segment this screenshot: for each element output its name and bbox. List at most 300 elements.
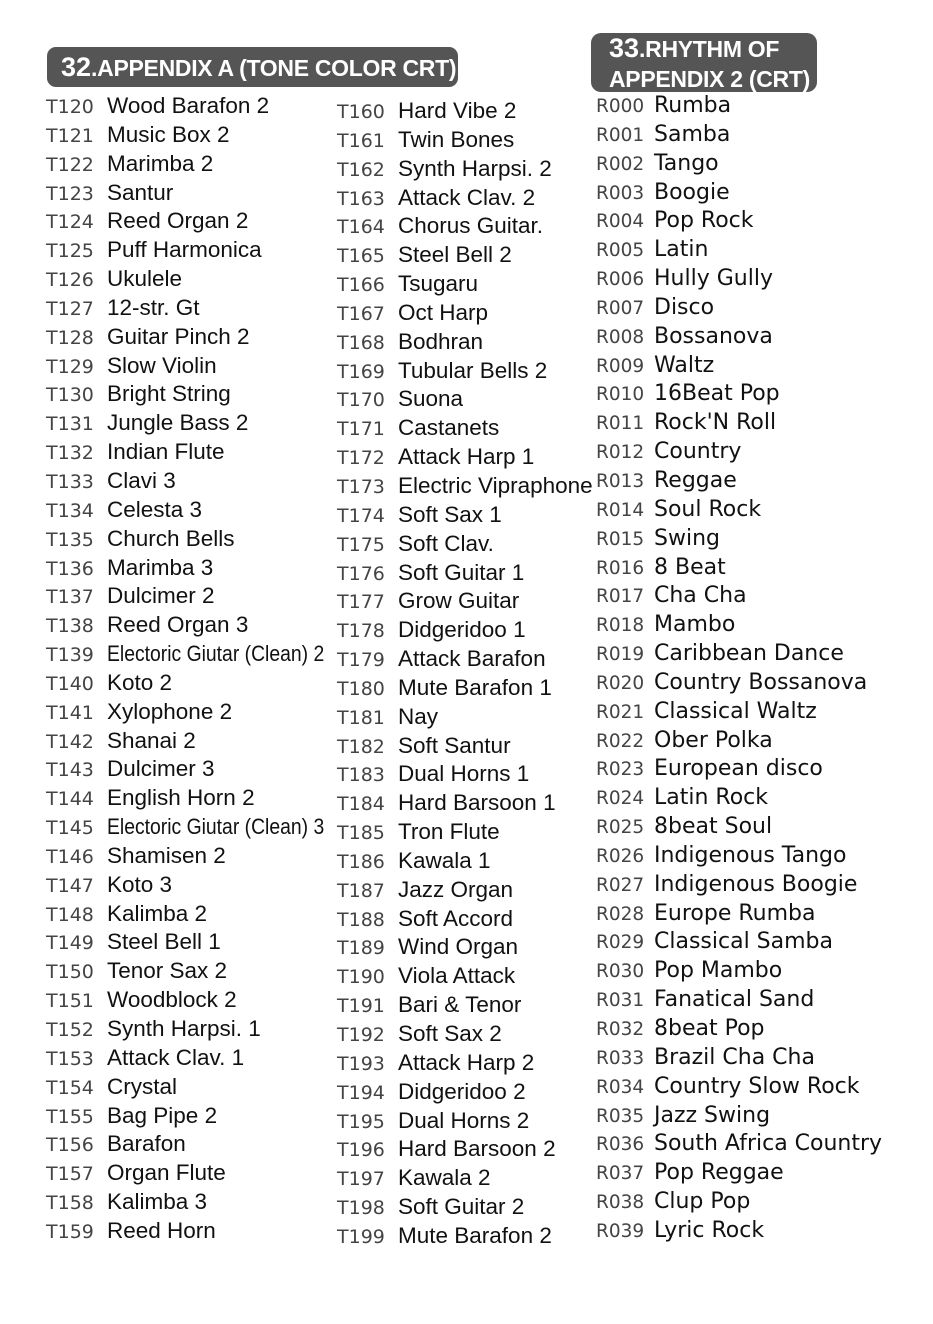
tone-list-item: [337, 155, 593, 184]
rhythm-code: R036: [596, 1134, 645, 1156]
tone-code: T179: [337, 649, 385, 672]
rhythm-code: R017: [596, 586, 645, 608]
tone-list-item: [337, 1164, 593, 1193]
tone-code: T180: [337, 677, 385, 700]
tone-list-t160-t199: [337, 97, 593, 1251]
tone-name: Wind Organ: [398, 934, 519, 960]
tone-name: Tenor Sax 2: [107, 958, 228, 984]
tone-code: T182: [337, 735, 385, 758]
rhythm-name: South Africa Country: [654, 1131, 883, 1157]
tone-name: Reed Horn: [107, 1217, 216, 1243]
tone-name: Viola Attack: [398, 963, 516, 989]
rhythm-list-item: [596, 179, 882, 208]
tone-code: T147: [46, 874, 94, 897]
tone-code: T172: [337, 447, 385, 470]
tone-list-item: [46, 611, 360, 640]
tone-list-item: [337, 241, 593, 270]
tone-list-item: [46, 1159, 360, 1188]
rhythm-code: R034: [596, 1076, 645, 1098]
tone-list-item: [46, 1102, 360, 1131]
tone-code: T171: [337, 418, 385, 441]
tone-list-item: [46, 582, 360, 611]
rhythm-list-item: [596, 957, 882, 986]
rhythm-code: R029: [596, 932, 645, 954]
rhythm-code: R020: [596, 672, 645, 694]
rhythm-code: R033: [596, 1047, 645, 1069]
tone-code: T193: [337, 1052, 385, 1075]
tone-name: Koto 3: [107, 871, 173, 897]
tone-list-item: [46, 294, 360, 323]
tone-name: Steel Bell 1: [107, 929, 221, 955]
tone-code: T167: [337, 302, 385, 325]
rhythm-list-item: [596, 438, 882, 467]
tone-name: Tsugaru: [398, 271, 479, 297]
tone-list-item: [337, 501, 593, 530]
tone-code: T130: [46, 384, 94, 407]
tone-name: Twin Bones: [398, 126, 515, 152]
tone-list-item: [46, 813, 360, 842]
tone-list-item: [337, 212, 593, 241]
rhythm-list-r000-r039: [596, 92, 882, 1246]
tone-list-item: [46, 871, 360, 900]
tone-code: T163: [337, 187, 385, 210]
tone-list-item: [46, 640, 360, 669]
rhythm-name: Waltz: [654, 352, 715, 378]
rhythm-list-item: [596, 380, 882, 409]
tone-list-item: [337, 847, 593, 876]
tone-name: Mute Barafon 1: [398, 674, 552, 700]
tone-code: T192: [337, 1024, 385, 1046]
rhythm-name: Cha Cha: [654, 583, 747, 609]
tone-list-item: [46, 323, 360, 352]
rhythm-name: Bossanova: [654, 323, 773, 349]
tone-name: Wood Barafon 2: [107, 93, 270, 118]
tone-name: Kawala 1: [398, 847, 491, 873]
rhythm-code: R013: [596, 470, 645, 492]
rhythm-name: Caribbean Dance: [654, 641, 844, 667]
tone-name: Electric Vipraphone: [398, 472, 593, 498]
rhythm-list-item: [596, 1015, 882, 1044]
rhythm-name: Soul Rock: [654, 496, 762, 522]
tone-name: 12-str. Gt: [107, 294, 200, 320]
rhythm-name: Classical Waltz: [654, 698, 817, 724]
tone-name: Marimba 2: [107, 150, 214, 176]
tone-list-item: [337, 1078, 593, 1107]
tone-code: T123: [46, 182, 94, 205]
rhythm-list-item: [596, 640, 882, 669]
tone-name: Oct Harp: [398, 299, 489, 325]
tone-name: Attack Barafon: [398, 646, 546, 672]
rhythm-code: R031: [596, 990, 645, 1012]
tone-code: T135: [46, 528, 94, 551]
tone-code: T146: [46, 845, 94, 868]
tone-name: Puff Harmonica: [107, 237, 262, 263]
rhythm-list-item: [596, 582, 882, 611]
tone-list-item: [337, 299, 593, 328]
tone-name: Organ Flute: [107, 1160, 226, 1186]
tone-name: Jungle Bass 2: [107, 410, 249, 436]
section-32-number: 32: [61, 52, 92, 82]
tone-name: Church Bells: [107, 525, 235, 551]
tone-code: T126: [46, 269, 94, 292]
tone-name: Dual Horns 1: [398, 761, 530, 787]
rhythm-name: Country: [654, 439, 742, 465]
rhythm-code: R011: [596, 413, 645, 435]
tone-name: Woodblock 2: [107, 987, 237, 1013]
rhythm-code: R030: [596, 961, 645, 983]
tone-code: T154: [46, 1076, 94, 1099]
tone-list-item: [337, 789, 593, 818]
tone-name: Xylophone 2: [107, 698, 233, 724]
rhythm-list-item: [596, 121, 882, 150]
rhythm-name: 8beat Pop: [654, 1016, 765, 1041]
tone-name: Synth Harpsi. 1: [107, 1016, 261, 1041]
tone-code: T197: [337, 1168, 385, 1191]
tone-list-item: [46, 496, 360, 525]
rhythm-list-item: [596, 698, 882, 727]
tone-name: Tubular Bells 2: [398, 357, 548, 383]
rhythm-code: R018: [596, 615, 645, 637]
tone-list-item: [337, 962, 593, 991]
tone-name: Dual Horns 2: [398, 1107, 530, 1133]
rhythm-list-item: [596, 265, 882, 294]
rhythm-name: Reggae: [654, 467, 737, 493]
tone-list-item: [46, 409, 360, 438]
tone-name: Bari & Tenor: [398, 992, 522, 1018]
rhythm-list-item: [596, 755, 882, 784]
tone-list-item: [337, 559, 593, 588]
tone-list-item: [337, 818, 593, 847]
tone-name: Music Box 2: [107, 121, 230, 147]
tone-code: T132: [46, 442, 94, 465]
tone-list-item: [46, 1015, 360, 1044]
tone-name: Electoric Giutar (Clean) 2: [107, 641, 325, 667]
tone-list-item: [46, 1217, 360, 1246]
tone-name: Kawala 2: [398, 1165, 491, 1191]
rhythm-code: R008: [596, 326, 645, 348]
rhythm-code: R039: [596, 1220, 645, 1242]
tone-code: T177: [337, 591, 385, 614]
tone-name: Reed Organ 2: [107, 208, 249, 234]
rhythm-code: R025: [596, 817, 645, 839]
tone-name: Hard Vibe 2: [398, 98, 517, 123]
tone-code: T152: [46, 1019, 94, 1041]
tone-list-item: [337, 97, 593, 126]
tone-code: T142: [46, 730, 94, 753]
rhythm-list-item: [596, 871, 882, 900]
rhythm-code: R015: [596, 528, 645, 550]
rhythm-name: Samba: [654, 121, 731, 147]
rhythm-name: Indigenous Boogie: [654, 871, 858, 897]
tone-name: Barafon: [107, 1131, 186, 1157]
tone-name: Didgeridoo 2: [398, 1078, 526, 1104]
tone-name: Clavi 3: [107, 467, 176, 493]
tone-code: T169: [337, 360, 385, 383]
tone-list-item: [46, 986, 360, 1015]
tone-name: Kalimba 3: [107, 1189, 208, 1215]
tone-list-item: [46, 1044, 360, 1073]
tone-list-item: [46, 1188, 360, 1217]
tone-code: T161: [337, 129, 385, 152]
rhythm-list-item: [596, 496, 882, 525]
tone-code: T128: [46, 326, 94, 349]
tone-code: T166: [337, 274, 385, 297]
tone-code: T134: [46, 499, 94, 522]
tone-code: T124: [46, 211, 94, 234]
tone-name: Attack Harp 1: [398, 444, 535, 470]
rhythm-list-item: [596, 467, 882, 496]
rhythm-list-item: [596, 323, 882, 352]
rhythm-list-item: [596, 409, 882, 438]
rhythm-code: R035: [596, 1105, 645, 1127]
tone-name: Bright String: [107, 381, 231, 407]
rhythm-code: R001: [596, 124, 645, 146]
tone-list-item: [337, 645, 593, 674]
tone-name: Soft Sax 1: [398, 501, 502, 527]
tone-name: Chorus Guitar.: [398, 213, 544, 239]
rhythm-list-item: [596, 1188, 882, 1217]
tone-code: T149: [46, 932, 94, 955]
rhythm-name: Pop Rock: [654, 208, 754, 234]
tone-name: Bodhran: [398, 328, 484, 354]
rhythm-code: R010: [596, 384, 645, 406]
tone-list-item: [337, 1135, 593, 1164]
rhythm-list-item: [596, 669, 882, 698]
tone-name: Marimba 3: [107, 554, 214, 580]
tone-name: Kalimba 2: [107, 900, 208, 926]
tone-code: T156: [46, 1134, 94, 1157]
tone-list-item: [337, 674, 593, 703]
tone-code: T140: [46, 672, 94, 695]
rhythm-list-item: [596, 294, 882, 323]
rhythm-code: R028: [596, 903, 645, 925]
tone-list-item: [337, 1222, 593, 1251]
rhythm-name: Swing: [654, 525, 720, 551]
tone-list-item: [46, 698, 360, 727]
tone-list-item: [337, 1049, 593, 1078]
rhythm-name: European disco: [654, 756, 823, 782]
tone-code: T185: [337, 822, 385, 845]
tone-code: T139: [46, 644, 94, 667]
section-33-number: 33: [609, 33, 640, 63]
rhythm-list-item: [596, 1102, 882, 1131]
tone-name: Reed Organ 3: [107, 612, 249, 638]
rhythm-code: R014: [596, 499, 645, 521]
tone-list-item: [46, 727, 360, 756]
tone-code: T187: [337, 879, 385, 902]
rhythm-list-item: [596, 207, 882, 236]
tone-list-item: [46, 525, 360, 554]
tone-name: Attack Clav. 2: [398, 184, 536, 210]
tone-code: T160: [337, 101, 385, 123]
tone-code: T150: [46, 961, 94, 984]
tone-code: T173: [337, 475, 385, 498]
tone-name: Shamisen 2: [107, 842, 226, 868]
tone-list-item: [46, 928, 360, 957]
tone-code: T125: [46, 240, 94, 263]
tone-name: Santur: [107, 179, 174, 205]
rhythm-name: Country Bossanova: [654, 669, 868, 695]
tone-list-item: [46, 1130, 360, 1159]
rhythm-code: R006: [596, 269, 645, 291]
tone-code: T175: [337, 533, 385, 556]
rhythm-name: Lyric Rock: [654, 1217, 765, 1243]
rhythm-list-item: [596, 1217, 882, 1246]
tone-code: T174: [337, 504, 385, 527]
tone-list-item: [46, 265, 360, 294]
rhythm-name: 8 Beat: [654, 554, 726, 580]
rhythm-list-item: [596, 611, 882, 640]
rhythm-list-item: [596, 1159, 882, 1188]
tone-list-item: [46, 207, 360, 236]
tone-list-item: [337, 385, 593, 414]
tone-name: Bag Pipe 2: [107, 1102, 218, 1128]
tone-code: T184: [337, 793, 385, 816]
tone-name: Shanai 2: [107, 727, 196, 753]
tone-name: Dulcimer 2: [107, 583, 215, 609]
tone-name: English Horn 2: [107, 785, 255, 811]
tone-list-item: [337, 443, 593, 472]
tone-code: T170: [337, 389, 385, 412]
rhythm-name: 16Beat Pop: [654, 381, 780, 407]
rhythm-code: R024: [596, 788, 645, 810]
tone-list-item: [46, 784, 360, 813]
tone-name: Indian Flute: [107, 439, 225, 465]
tone-name: Ukulele: [107, 266, 183, 292]
tone-name: Attack Harp 2: [398, 1049, 535, 1075]
rhythm-code: R016: [596, 557, 645, 579]
tone-code: T183: [337, 764, 385, 787]
tone-list-item: [337, 270, 593, 299]
rhythm-name: Clup Pop: [654, 1189, 751, 1215]
tone-code: T145: [46, 817, 94, 840]
tone-code: T164: [337, 216, 385, 239]
rhythm-list-item: [596, 1073, 882, 1102]
tone-code: T131: [46, 413, 94, 436]
tone-code: T178: [337, 620, 385, 643]
tone-code: T141: [46, 701, 94, 724]
tone-code: T162: [337, 158, 385, 181]
tone-code: T199: [337, 1225, 385, 1248]
tone-code: T144: [46, 788, 94, 811]
rhythm-code: R021: [596, 701, 645, 723]
tone-code: T190: [337, 966, 385, 989]
tone-code: T176: [337, 562, 385, 585]
tone-code: T148: [46, 903, 94, 926]
rhythm-code: R000: [596, 96, 645, 117]
tone-name: Grow Guitar: [398, 588, 520, 614]
tone-list-item: [46, 438, 360, 467]
tone-code: T138: [46, 615, 94, 638]
tone-code: T143: [46, 759, 94, 782]
tone-list-item: [46, 352, 360, 381]
tone-name: Soft Guitar 2: [398, 1194, 525, 1220]
tone-code: T194: [337, 1081, 385, 1104]
rhythm-name: Country Slow Rock: [654, 1073, 860, 1099]
rhythm-name: Rumba: [654, 93, 732, 118]
rhythm-list-item: [596, 150, 882, 179]
rhythm-name: 8beat Soul: [654, 814, 773, 840]
rhythm-name: Ober Polka: [654, 727, 773, 753]
tone-list-item: [46, 554, 360, 583]
rhythm-name: Mambo: [654, 612, 736, 638]
rhythm-list-item: [596, 554, 882, 583]
tone-list-item: [337, 587, 593, 616]
rhythm-list-item: [596, 900, 882, 929]
tone-code: T157: [46, 1163, 94, 1186]
tone-code: T168: [337, 331, 385, 354]
tone-name: Koto 2: [107, 669, 173, 695]
tone-name: Attack Clav. 1: [107, 1044, 245, 1070]
tone-list-item: [337, 1193, 593, 1222]
section-33-title-line1: .RHYTHM OF: [639, 36, 780, 62]
rhythm-name: Boogie: [654, 179, 730, 205]
tone-list-item: [337, 530, 593, 559]
tone-name: Dulcimer 3: [107, 756, 215, 782]
tone-code: T189: [337, 937, 385, 960]
tone-code: T120: [46, 96, 94, 118]
rhythm-list-item: [596, 1044, 882, 1073]
rhythm-list-item: [596, 236, 882, 265]
tone-list-item: [46, 467, 360, 496]
rhythm-name: Jazz Swing: [654, 1102, 771, 1128]
tone-list-item: [46, 842, 360, 871]
rhythm-name: Hully Gully: [654, 266, 773, 292]
rhythm-list-item: [596, 986, 882, 1015]
tone-code: T133: [46, 470, 94, 493]
tone-code: T151: [46, 990, 94, 1013]
section-33-header: [591, 33, 817, 92]
tone-code: T136: [46, 557, 94, 580]
tone-name: Soft Santur: [398, 732, 511, 758]
tone-list-item: [337, 933, 593, 962]
section-33-title-line2: APPENDIX 2 (CRT): [609, 66, 810, 92]
rhythm-name: Indigenous Tango: [654, 842, 847, 868]
section-32-title: .APPENDIX A (TONE COLOR CRT): [91, 55, 457, 81]
rhythm-name: Classical Samba: [654, 929, 833, 955]
rhythm-name: Latin: [654, 237, 709, 263]
rhythm-list-item: [596, 928, 882, 957]
rhythm-name: Europe Rumba: [654, 900, 816, 926]
tone-name: Electoric Giutar (Clean) 3: [107, 814, 325, 840]
tone-list-item: [337, 328, 593, 357]
tone-name: Suona: [398, 386, 464, 412]
tone-list-item: [337, 126, 593, 155]
rhythm-code: R027: [596, 874, 645, 896]
rhythm-name: Fanatical Sand: [654, 987, 815, 1013]
rhythm-list-item: [596, 813, 882, 842]
tone-name: Castanets: [398, 415, 500, 441]
rhythm-code: R009: [596, 355, 645, 377]
tone-code: T186: [337, 850, 385, 873]
tone-name: Celesta 3: [107, 496, 203, 522]
tone-code: T191: [337, 995, 385, 1018]
rhythm-list-item: [596, 525, 882, 554]
rhythm-list-item: [596, 1130, 882, 1159]
rhythm-name: Pop Reggae: [654, 1160, 784, 1186]
tone-code: T121: [46, 124, 94, 147]
rhythm-code: R002: [596, 153, 645, 175]
tone-list-item: [337, 760, 593, 789]
tone-list-item: [337, 1107, 593, 1136]
tone-list-item: [337, 703, 593, 732]
tone-name: Nay: [398, 703, 439, 729]
tone-list-item: [46, 236, 360, 265]
rhythm-code: R032: [596, 1019, 645, 1040]
rhythm-list-item: [596, 92, 882, 121]
rhythm-code: R019: [596, 644, 645, 666]
rhythm-name: Brazil Cha Cha: [654, 1044, 815, 1070]
